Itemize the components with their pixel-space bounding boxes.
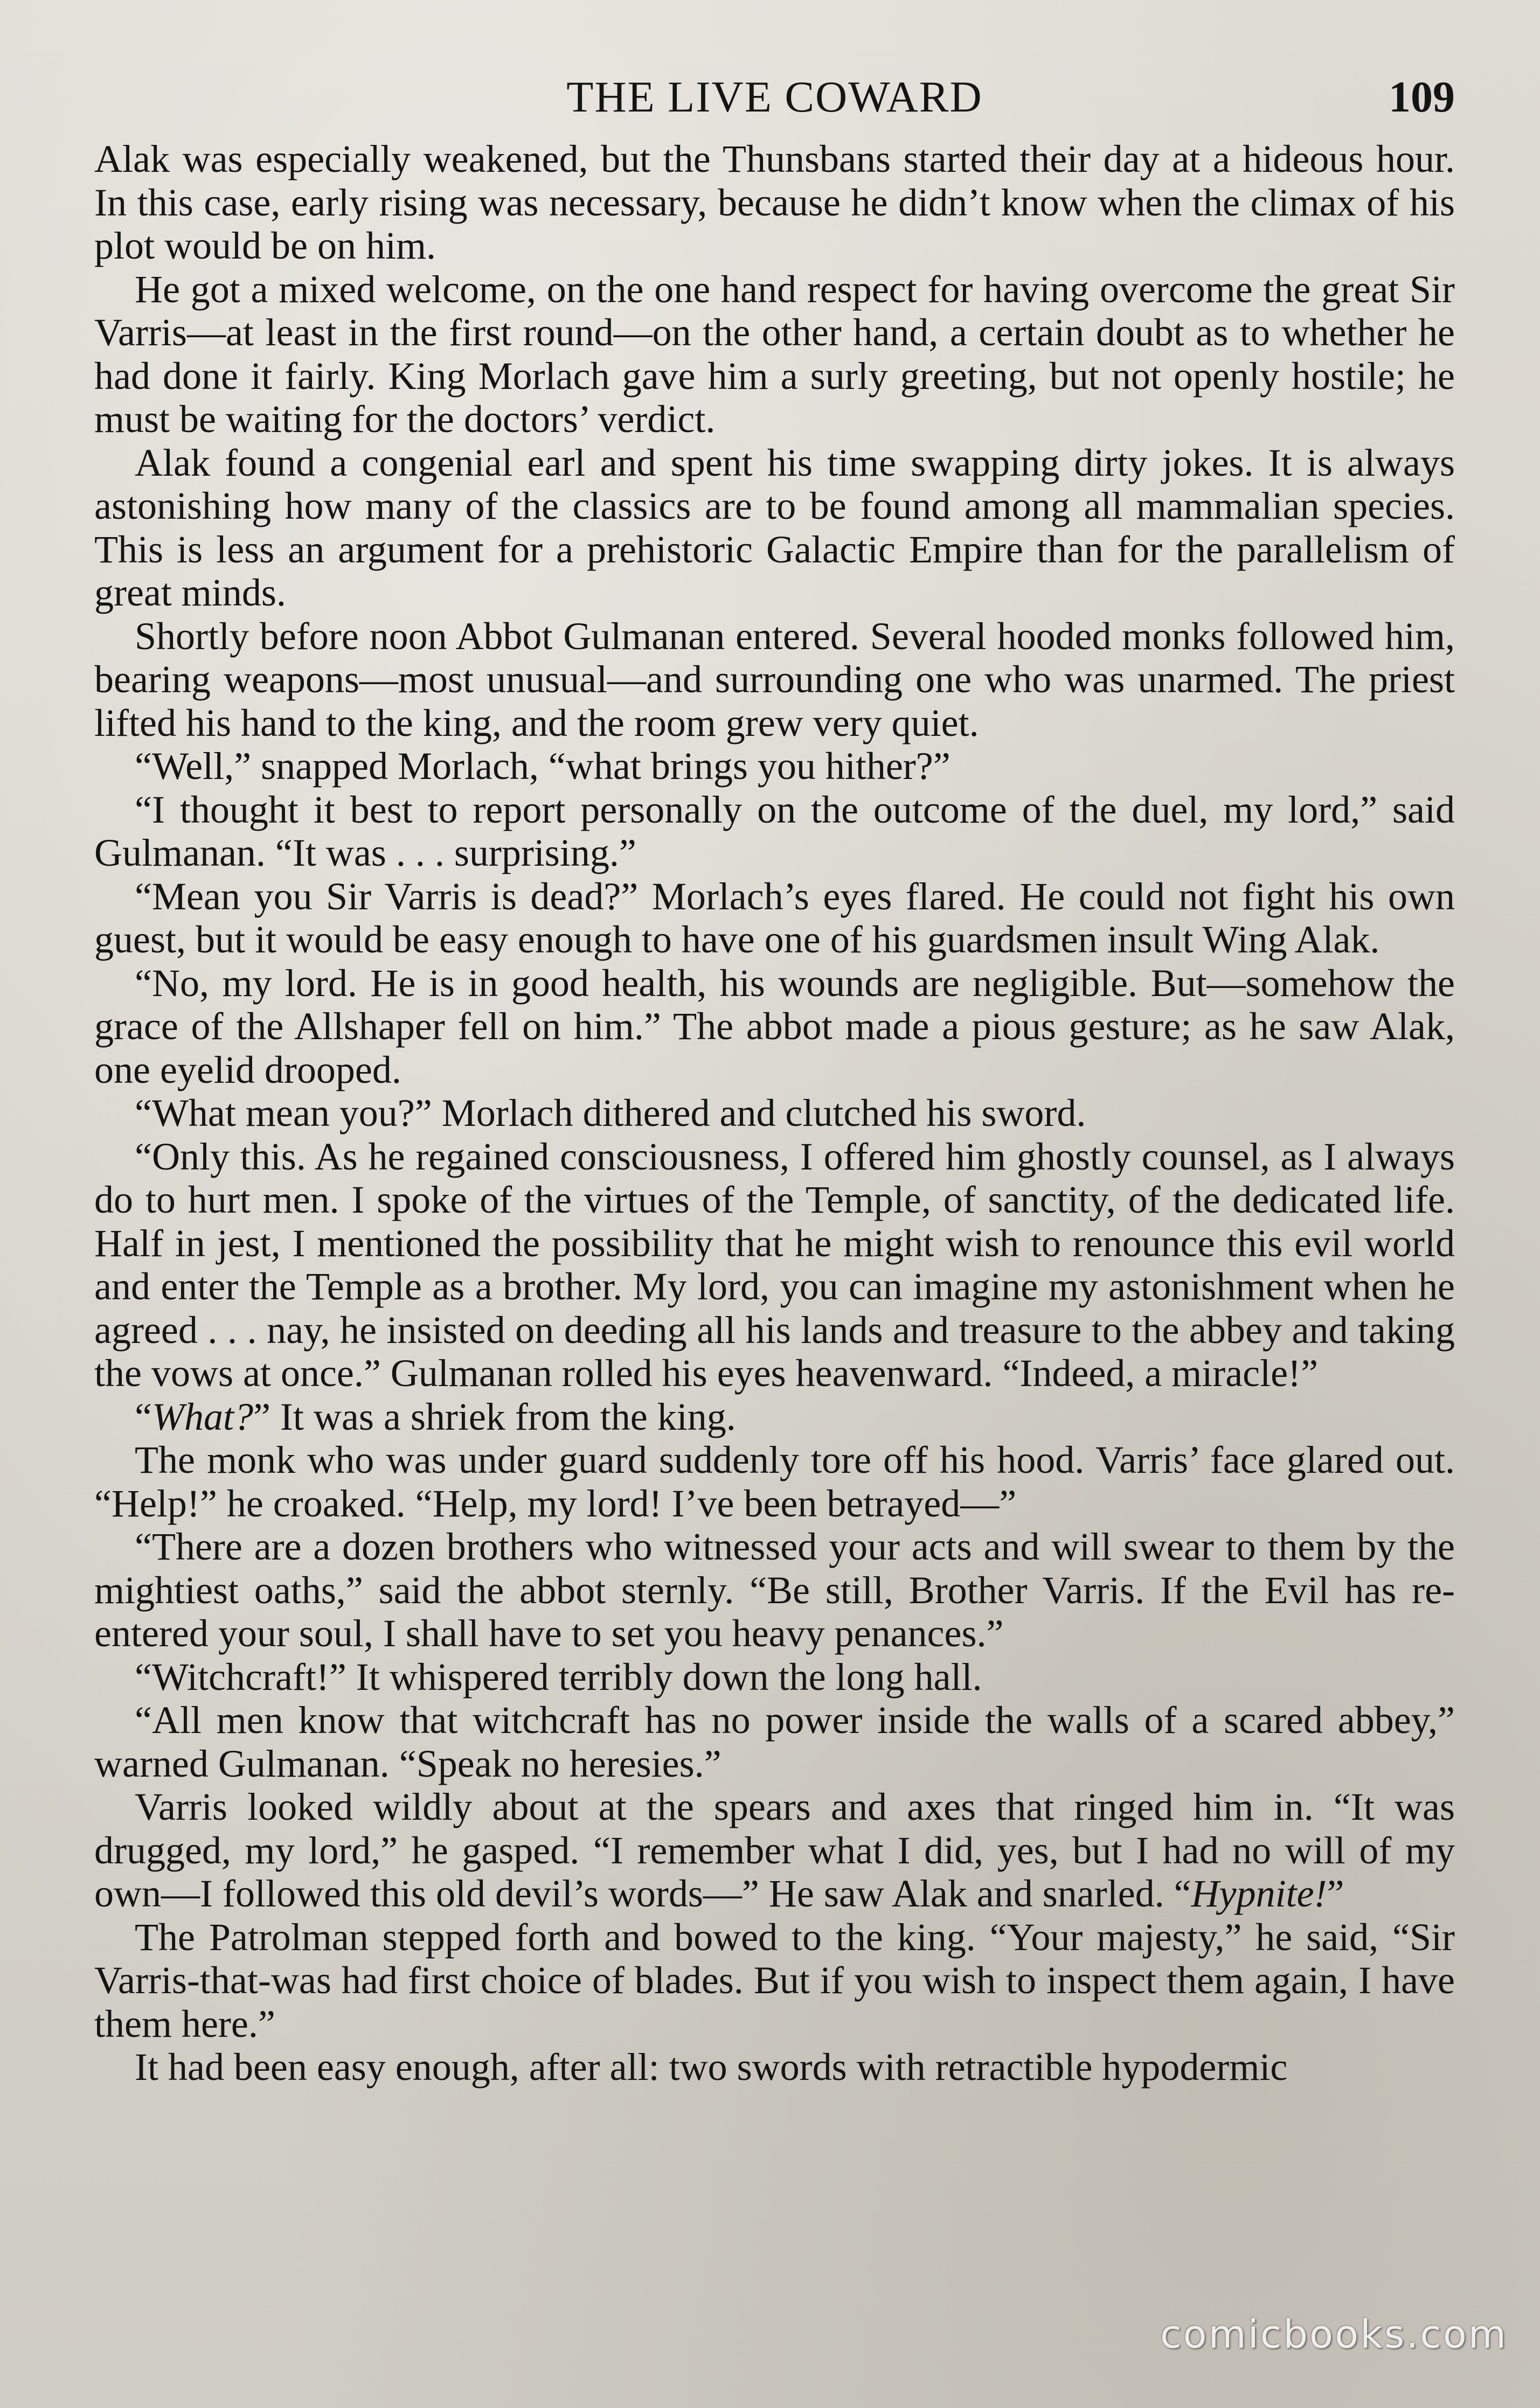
- paragraph-14: “Witchcraft!” It whispered terribly down the long hall.: [135, 1655, 982, 1699]
- body-text: [94, 137, 1455, 2089]
- paragraph-10: “Only this. As he regained consciousness, I offered him ghostly counsel, as I always do to hurt men. I spoke of the virtues of the Temple, of sanctity, of the dedicated life. Half in jest, I mentioned the possibility that he might wish to renounce this evil world and enter the Temple as a brother. My lord, you can imagine my astonishment when he agreed . . . nay, he insisted on deeding all his lands and treasure to the abbey and taking the vows at once.” Gulmanan rolled his eyes heavenward. “Indeed, a miracle!”: [94, 1135, 1455, 1395]
- page-header: [94, 65, 1455, 129]
- what-open-quote: “: [135, 1395, 152, 1438]
- varris-text: Varris looked wildly about at the spears and axes that ringed him in. “It was drugged, my lord,” he gasped. “I remember what I did, yes, but I had no will of my own—I followed this old devil’s words—” He saw Alak and snarled. “: [94, 1785, 1455, 1915]
- paragraph-18: It had been easy enough, after all: two swords with retractible hypodermic: [135, 2045, 1288, 2089]
- hypnite-close-quote: ”: [1327, 1872, 1344, 1915]
- paragraph-16: [94, 1785, 1455, 1916]
- paragraph-11: [94, 1395, 1455, 1439]
- what-rest: ” It was a shriek from the king.: [253, 1395, 736, 1438]
- paragraph-12: The monk who was under guard suddenly tore off his hood. Varris’ face glared out. “Help!” he croaked. “Help, my lord! I’ve been betrayed—”: [94, 1438, 1455, 1525]
- paragraph-1: Alak was especially weakened, but the Thunsbans started their day at a hideous hour. In this case, early rising was necessary, because he didn’t know when the climax of his plot would be on him.: [94, 137, 1455, 267]
- paragraph-5: “Well,” snapped Morlach, “what brings you hither?”: [135, 744, 951, 788]
- paragraph-3: Alak found a congenial earl and spent his time swapping dirty jokes. It is always astonishing how many of the classics are to be found among all mammalian species. This is less an argument for a prehistoric Galactic Empire than for the parallelism of great minds.: [94, 441, 1455, 614]
- paragraph-4: Shortly before noon Abbot Gulmanan entered. Several hooded monks followed him, bearing weapons—most unusual—and surrounding one who was unarmed. The priest lifted his hand to the king, and the room grew very quiet.: [94, 614, 1455, 744]
- hypnite-italic: Hypnite!: [1191, 1872, 1327, 1915]
- paragraph-17: The Patrolman stepped forth and bowed to the king. “Your majesty,” he said, “Sir Varris-that-was had first choice of blades. But if you wish to inspect them again, I have them here.”: [94, 1915, 1455, 2045]
- paragraph-15: “All men know that witchcraft has no power inside the walls of a scared abbey,” warned Gulmanan. “Speak no heresies.”: [94, 1699, 1455, 1785]
- what-italic: What?: [151, 1395, 253, 1438]
- paragraph-2: He got a mixed welcome, on the one hand respect for having overcome the great Sir Varris—at least in the first round—on the other hand, a certain doubt as to whether he had done it fairly. King Morlach gave him a surly greeting, but not openly hostile; he must be waiting for the doctors’ verdict.: [94, 267, 1455, 441]
- paragraph-13: “There are a dozen brothers who witnessed your acts and will swear to them by the mightiest oaths,” said the abbot sternly. “Be still, Brother Varris. If the Evil has re-entered your soul, I shall have to set you heavy penances.”: [94, 1525, 1455, 1655]
- page-number: 109: [1389, 72, 1455, 121]
- watermark: comicbooks.com: [1160, 2312, 1508, 2357]
- paragraph-7: “Mean you Sir Varris is dead?” Morlach’s eyes flared. He could not fight his own guest, but it would be easy enough to have one of his guardsmen insult Wing Alak.: [94, 874, 1455, 961]
- running-title: THE LIVE COWARD: [566, 72, 983, 121]
- paragraph-9: “What mean you?” Morlach dithered and clutched his sword.: [135, 1091, 1086, 1135]
- paragraph-8: “No, my lord. He is in good health, his wounds are negligible. But—somehow the grace of the Allshaper fell on him.” The abbot made a pious gesture; as he saw Alak, one eyelid drooped.: [94, 961, 1455, 1091]
- paragraph-6: “I thought it best to report personally on the outcome of the duel, my lord,” said Gulmanan. “It was . . . surprising.”: [94, 788, 1455, 874]
